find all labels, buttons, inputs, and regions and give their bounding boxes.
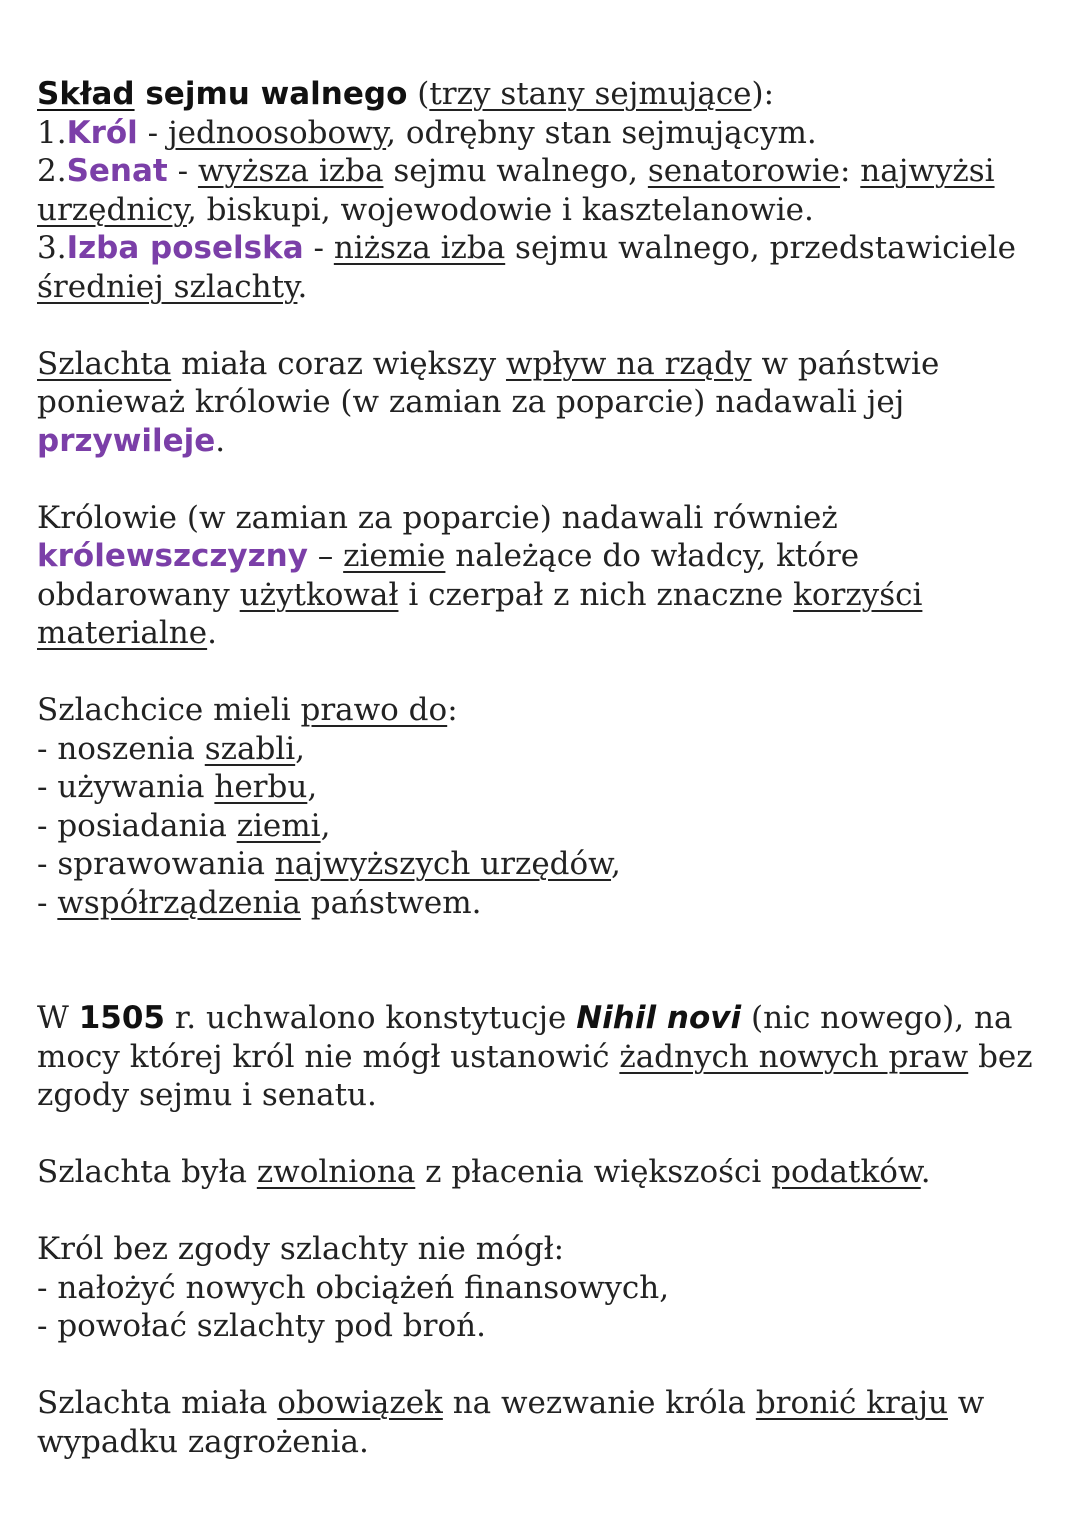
text: , [611, 846, 621, 882]
underlined-najwyzszych-urzedow: najwyższych urzędów [274, 846, 612, 882]
underlined-zwolniona: zwolniona [256, 1154, 416, 1190]
text: bez [968, 1038, 1033, 1075]
text: sejmu walnego, przedstawiciele [505, 230, 1016, 266]
text: Szlachta miała [37, 1385, 278, 1421]
wplyw-line-1 [37, 345, 1050, 384]
text: sejmu walnego, [383, 153, 648, 189]
sklad-sejmu-section [37, 75, 1050, 306]
year-1505: 1505 [78, 1000, 165, 1036]
nihil-line-1 [37, 999, 1050, 1038]
text: - używania [37, 769, 215, 805]
heading-paren-close: ): [751, 76, 775, 112]
text: w [947, 1385, 985, 1421]
nihil-novi-section [37, 999, 1050, 1115]
underlined-wspolrzadzenia: współrządzenia [57, 884, 301, 921]
podatki-section [37, 1153, 1050, 1192]
underlined-szlachta: Szlachta [37, 345, 172, 382]
underlined-uzytkowal: użytkował [239, 576, 399, 613]
text: - [37, 884, 58, 921]
text: - sprawowania [37, 846, 275, 882]
underlined-urzednicy: urzędnicy [37, 191, 187, 228]
list-item [37, 845, 1050, 884]
term-senat: Senat [66, 153, 168, 189]
underlined-jednoosobowy: jednoosobowy [168, 114, 387, 151]
underlined-najwyzsi: najwyżsi [860, 153, 995, 189]
underlined-obowiazek: obowiązek [277, 1385, 443, 1421]
zgoda-intro: Król bez zgody szlachty nie mógł: [37, 1231, 565, 1267]
underlined-prawo-do: prawo do [300, 692, 448, 728]
text: : [839, 153, 861, 189]
term-izba-poselska: Izba poselska [66, 230, 304, 266]
podatki-line [37, 1153, 1050, 1192]
text: , biskupi, wojewodowie i kasztelanowie. [186, 191, 814, 228]
separator: - [303, 230, 334, 266]
list-item: - powołać szlachty pod broń. [37, 1308, 486, 1344]
text: miała coraz większy [171, 345, 506, 382]
text: , [295, 730, 306, 767]
underlined-korzysci: korzyści [793, 576, 923, 613]
text: . [920, 1154, 931, 1190]
term-przywileje: przywileje [37, 422, 216, 459]
item-number: 1. [37, 114, 67, 151]
list-item-senat [37, 152, 1050, 191]
term-krol: Król [66, 114, 138, 151]
text: państwem. [300, 884, 482, 921]
underlined-ziemi: ziemi [236, 807, 321, 844]
list-item-krol [37, 114, 1050, 153]
wplyw-line-2: ponieważ królowie (w zamian za poparcie) nadawali jej [37, 384, 905, 420]
krolewszczyzny-section [37, 499, 1050, 653]
underlined-senatorowie: senatorowie [647, 153, 840, 189]
text: i czerpał z nich znaczne [398, 576, 794, 613]
heading-paren-open: ( [407, 76, 430, 112]
heading-sejmu-walnego: sejmu walnego [134, 76, 408, 112]
text: mocy której król nie mógł ustanowić [37, 1038, 620, 1075]
text: , odrębny stan sejmującym. [386, 114, 817, 151]
text: , [307, 769, 318, 805]
wplyw-line-3 [37, 422, 1050, 461]
text: . [215, 422, 226, 459]
text: Szlachcice mieli [37, 692, 301, 728]
list-item: - nałożyć nowych obciążeń finansowych, [37, 1269, 670, 1306]
text: . [297, 268, 308, 305]
text: na wezwanie króla [442, 1385, 756, 1421]
underlined-szabli: szabli [204, 730, 296, 767]
underlined-nizsza-izba: niższa izba [333, 230, 506, 266]
krolewszczyzny-line-2 [37, 537, 1050, 576]
nihil-line-2 [37, 1038, 1050, 1077]
text: w państwie [751, 345, 940, 382]
text: : [447, 692, 458, 728]
item-number: 2. [37, 153, 67, 189]
zgoda-section [37, 1230, 1050, 1346]
underlined-bronic-kraju: bronić kraju [755, 1385, 948, 1421]
text: obdarowany [37, 576, 240, 613]
term-nihil-novi: Nihil novi [576, 1000, 742, 1036]
wplyw-section [37, 345, 1050, 461]
list-item [37, 768, 1050, 807]
underlined-wyzsza-izba: wyższa izba [197, 153, 384, 189]
sklad-heading [37, 75, 1050, 114]
item-number: 3. [37, 230, 67, 266]
underlined-materialne: materialne [37, 615, 208, 651]
krolewszczyzny-line-1: Królowie (w zamian za poparcie) nadawali również [37, 499, 838, 536]
krolewszczyzny-line-3 [37, 576, 1050, 615]
list-item-izba-poselska-cont [37, 268, 1050, 307]
text: z płacenia większości [415, 1154, 772, 1190]
list-item [37, 807, 1050, 846]
nihil-line-3: zgody sejmu i senatu. [37, 1077, 377, 1113]
text: – [307, 538, 344, 574]
underlined-wplyw-na-rzady: wpływ na rządy [505, 345, 752, 382]
heading-trzy-stany: trzy stany sejmujące [429, 76, 752, 112]
underlined-sredniej-szlachty: średniej szlachty [37, 268, 298, 305]
obowiazek-line-2: wypadku zagrożenia. [37, 1423, 369, 1460]
underlined-podatkow: podatków [771, 1154, 921, 1190]
text: - posiadania [37, 807, 237, 844]
text: . [207, 615, 217, 651]
text: W [37, 1000, 79, 1036]
list-item-senat-cont [37, 191, 1050, 230]
prawa-intro [37, 691, 1050, 730]
text: (nic nowego), na [741, 1000, 1013, 1036]
obowiazek-line-1 [37, 1384, 1050, 1423]
krolewszczyzny-line-4 [37, 614, 1050, 653]
text: Szlachta była [37, 1154, 257, 1190]
separator: - [137, 114, 168, 151]
underlined-herbu: herbu [214, 769, 308, 805]
text: należące do władcy, które [445, 538, 860, 574]
text: , [320, 807, 331, 844]
list-item-izba-poselska [37, 229, 1050, 268]
term-krolewszczyzny: królewszczyzny [37, 538, 308, 574]
list-item [37, 884, 1050, 923]
prawa-section [37, 691, 1050, 922]
separator: - [167, 153, 198, 189]
underlined-ziemie: ziemie [343, 538, 446, 574]
text: - noszenia [37, 730, 205, 767]
list-item [37, 730, 1050, 769]
heading-sklad: Skład [37, 76, 135, 112]
underlined-zadnych-nowych-praw: żadnych nowych praw [619, 1038, 969, 1075]
text: r. uchwalono konstytucje [165, 1000, 577, 1036]
obowiazek-section [37, 1384, 1050, 1461]
